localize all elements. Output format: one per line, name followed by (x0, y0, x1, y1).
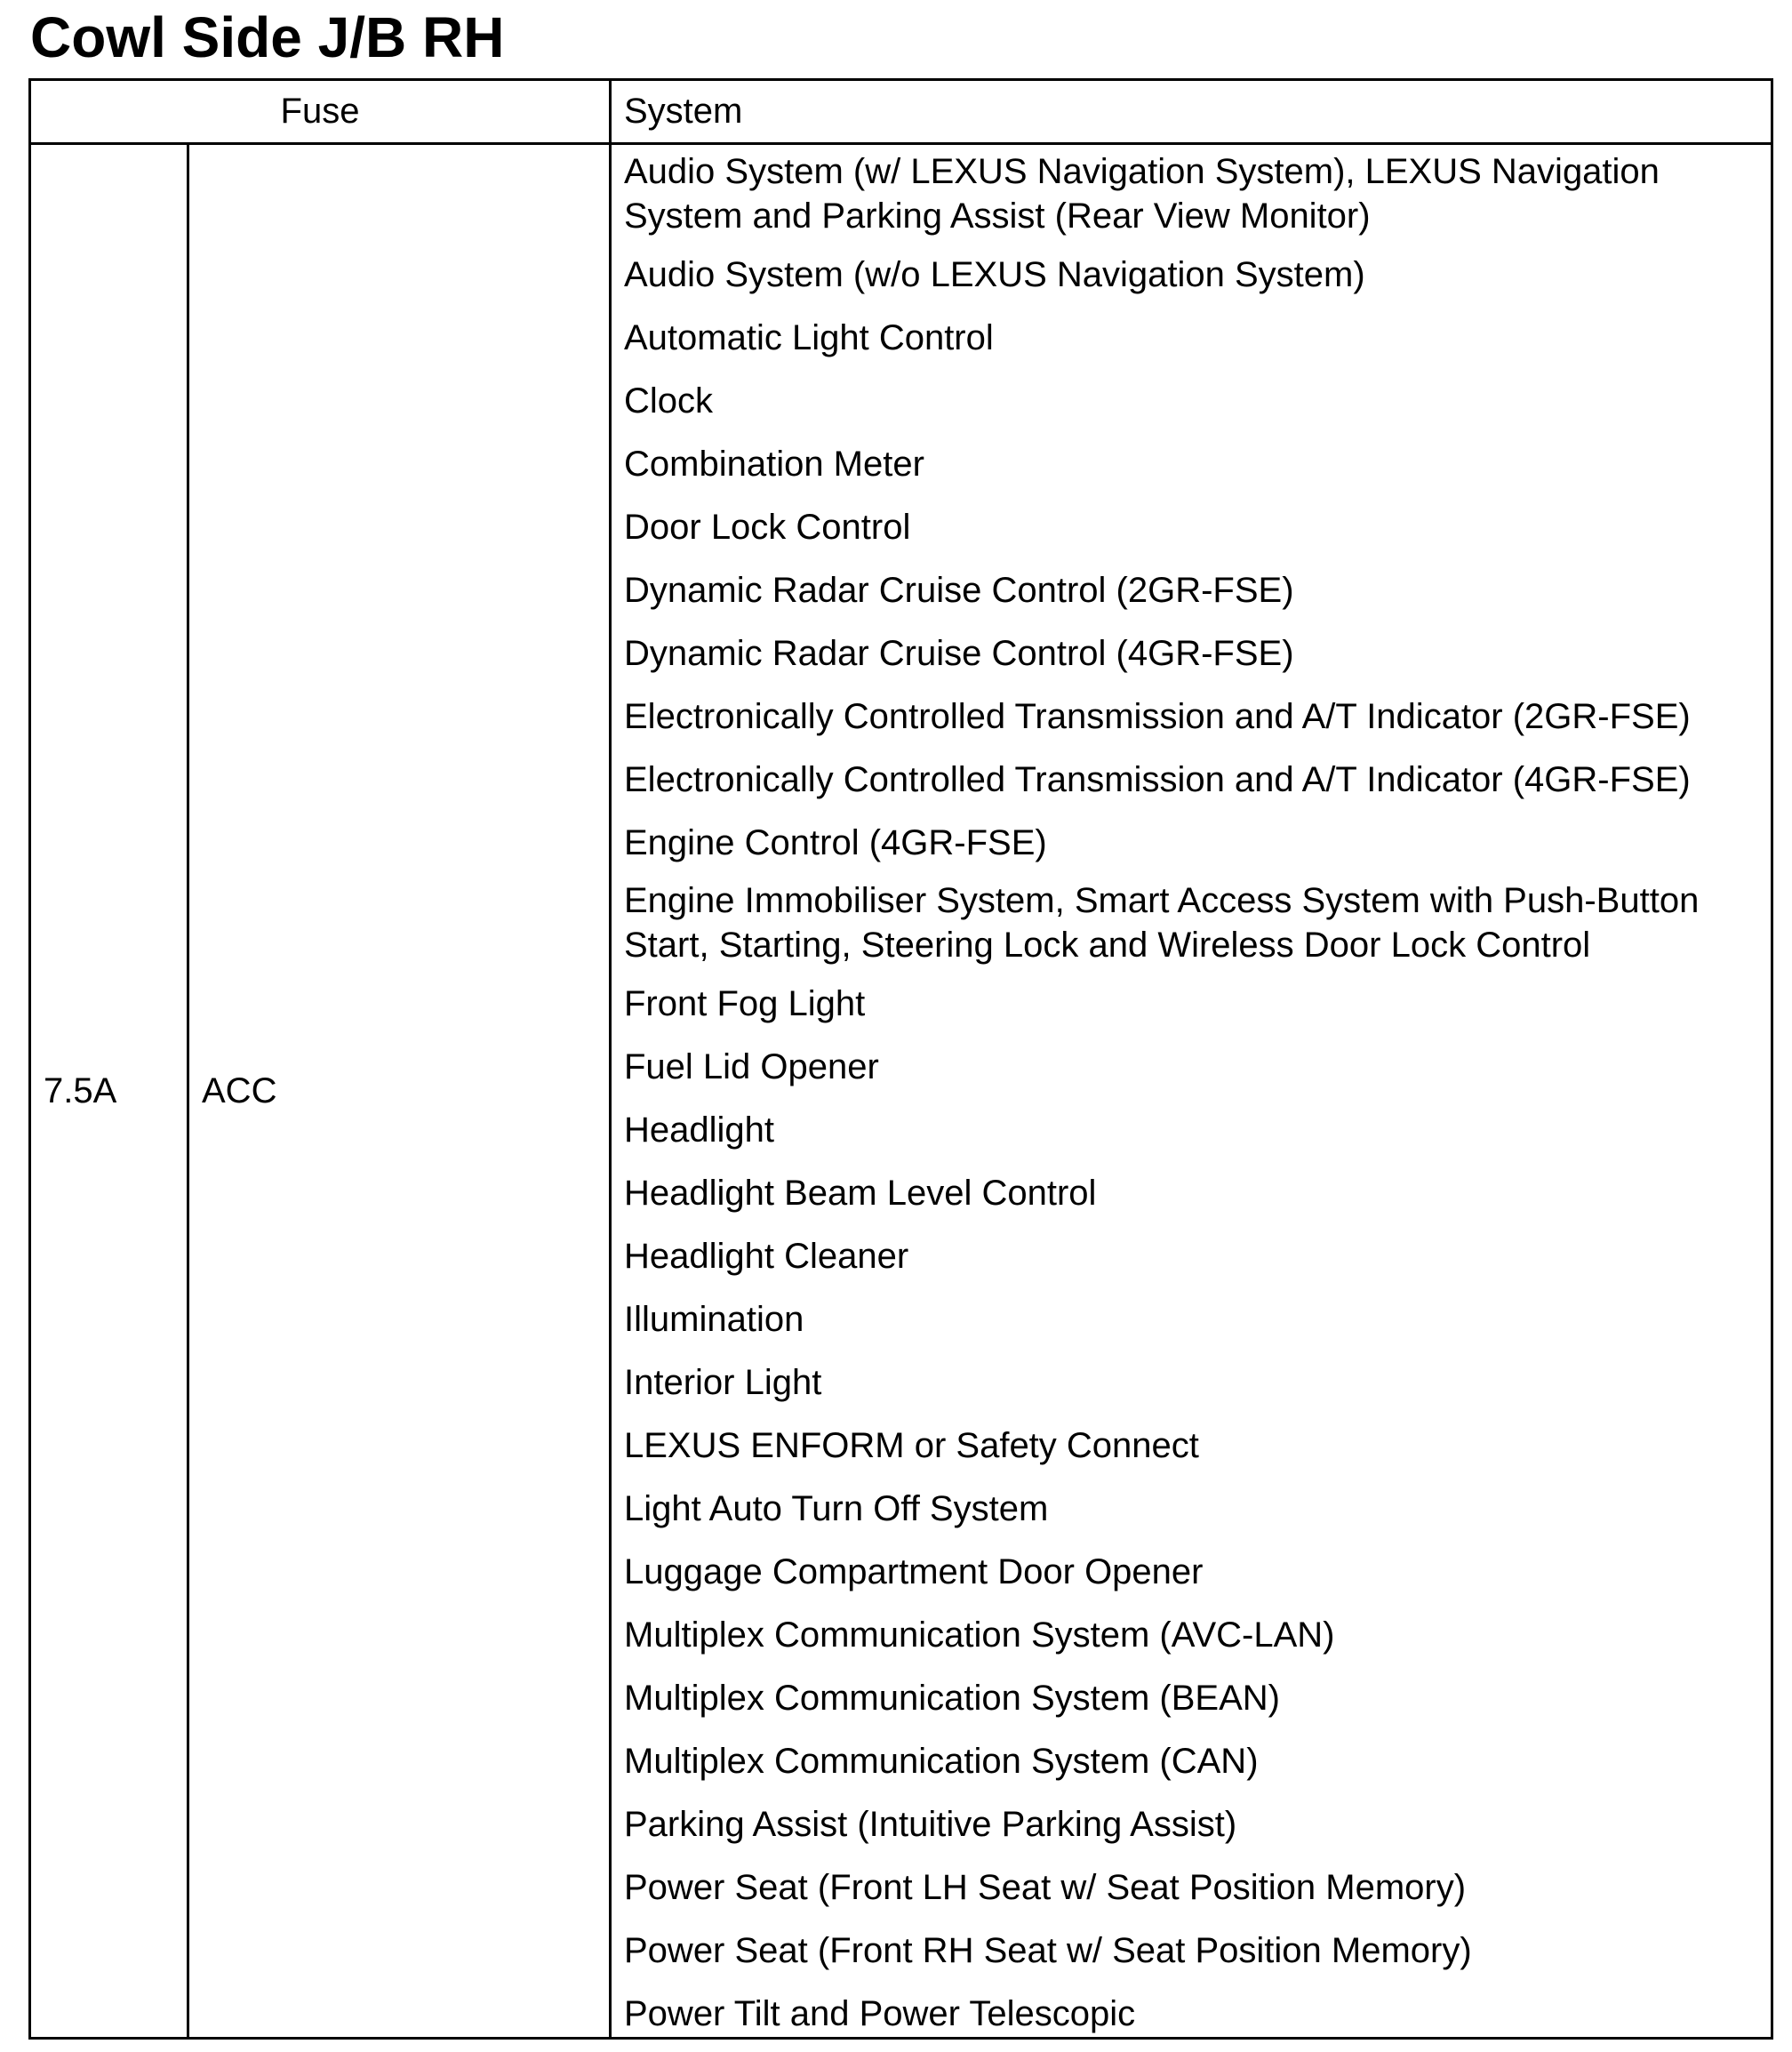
system-item: Dynamic Radar Cruise Control (2GR-FSE) (624, 570, 1294, 610)
table-header-row (31, 81, 1771, 145)
system-item: Fuel Lid Opener (624, 1046, 879, 1086)
fuse-amperage: 7.5A (44, 1070, 117, 1110)
system-item: Engine Immobiliser System, Smart Access System with Push-Button Start, Starting, Steering Lock and Wireless Door Lock Control (624, 881, 1700, 965)
system-item: Electronically Controlled Transmission and A/T Indicator (2GR-FSE) (624, 696, 1691, 736)
system-item: Interior Light (624, 1362, 822, 1402)
system-item: Multiplex Communication System (BEAN) (624, 1678, 1280, 1718)
system-item: Dynamic Radar Cruise Control (4GR-FSE) (624, 633, 1294, 673)
header-system: System (624, 92, 743, 131)
system-item: Illumination (624, 1299, 804, 1339)
system-item: Audio System (w/ LEXUS Navigation System), LEXUS Navigation System and Parking Assist (Rear View Monitor) (624, 152, 1660, 236)
system-item: Headlight (624, 1110, 775, 1150)
fuse-table (28, 78, 1773, 2040)
fuse-name: ACC (202, 1070, 277, 1110)
system-item: Luggage Compartment Door Opener (624, 1551, 1204, 1591)
system-item: Power Seat (Front RH Seat w/ Seat Position Memory) (624, 1930, 1472, 1970)
system-item: Headlight Cleaner (624, 1236, 909, 1276)
fuse-name-cell (189, 145, 612, 2037)
table-row (31, 145, 1771, 2037)
system-item: Power Seat (Front LH Seat w/ Seat Position Memory) (624, 1867, 1467, 1907)
system-item: Headlight Beam Level Control (624, 1173, 1097, 1213)
system-item: Multiplex Communication System (CAN) (624, 1741, 1259, 1781)
system-item: Parking Assist (Intuitive Parking Assist) (624, 1804, 1237, 1844)
system-item: Combination Meter (624, 444, 924, 484)
system-item: Light Auto Turn Off System (624, 1488, 1049, 1528)
system-item: Clock (624, 381, 714, 421)
page-title: Cowl Side J/B RH (30, 5, 505, 69)
system-item: Front Fog Light (624, 983, 866, 1023)
fuse-amperage-cell (31, 145, 189, 2037)
system-item: Power Tilt and Power Telescopic (624, 1993, 1136, 2033)
system-item: Electronically Controlled Transmission and A/T Indicator (4GR-FSE) (624, 759, 1691, 799)
system-item: Automatic Light Control (624, 317, 994, 357)
system-item: Audio System (w/o LEXUS Navigation System) (624, 254, 1365, 294)
system-item: Door Lock Control (624, 507, 911, 547)
system-item: Multiplex Communication System (AVC-LAN) (624, 1615, 1335, 1655)
header-fuse: Fuse (31, 81, 612, 142)
system-list (612, 145, 1771, 2045)
system-item: Engine Control (4GR-FSE) (624, 822, 1047, 862)
system-item: LEXUS ENFORM or Safety Connect (624, 1425, 1199, 1465)
